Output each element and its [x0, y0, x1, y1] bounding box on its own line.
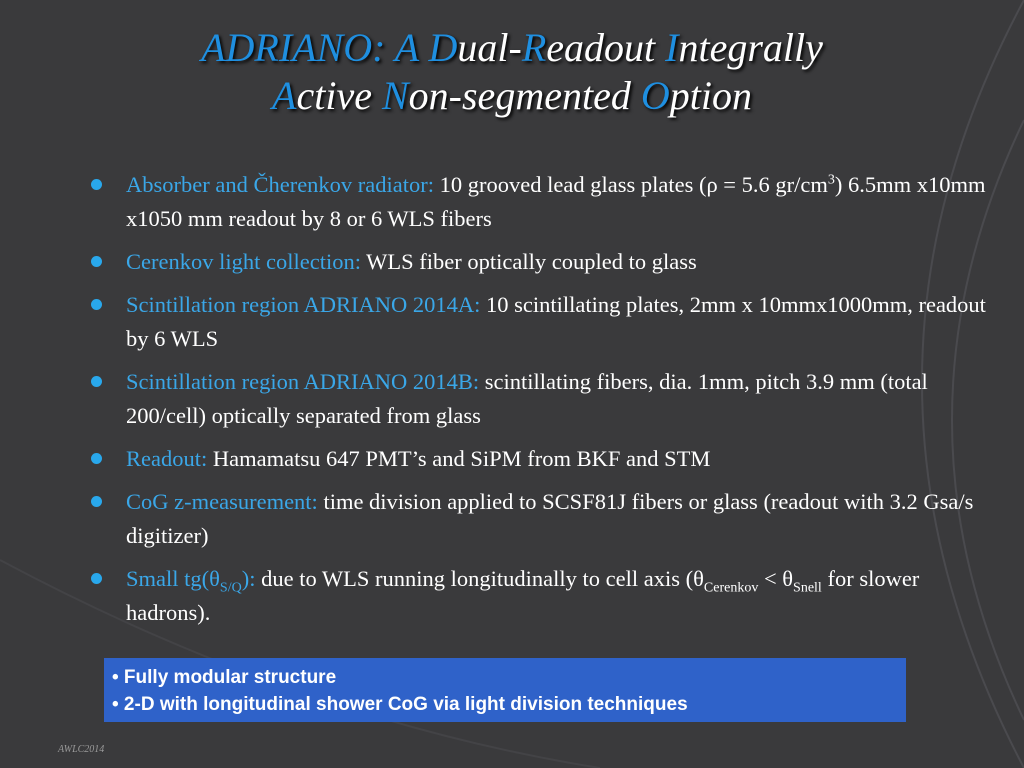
- title-segment: on-segmented: [408, 73, 641, 118]
- bullet-dot-icon: [91, 453, 102, 464]
- bullet-readout: Readout: Hamamatsu 647 PMT’s and SiPM from BKF and STM: [88, 442, 988, 476]
- footer-label: AWLC2014: [58, 744, 105, 755]
- title-line-2: [40, 72, 984, 120]
- bullet-cerenkov-collection: Cerenkov light collection: WLS fiber optically coupled to glass: [88, 245, 988, 279]
- title-segment: I: [665, 25, 679, 70]
- title-segment: ADRIANO: A: [201, 25, 429, 70]
- summary-line-2: • 2-D with longitudinal shower CoG via light division techniques: [112, 694, 688, 715]
- bullet-dot-icon: [91, 256, 102, 267]
- title-segment: eadout: [546, 25, 666, 70]
- bullet-dot-icon: [91, 179, 102, 190]
- slide-title: [40, 24, 984, 120]
- bullet-dot-icon: [91, 376, 102, 387]
- summary-box: [104, 658, 906, 722]
- title-segment: A: [272, 73, 297, 118]
- bullet-cog: CoG z-measurement: time division applied to SCSF81J fibers or glass (readout with 3.2 Gsa/s digitizer): [88, 485, 988, 553]
- title-segment: ctive: [296, 73, 382, 118]
- title-segment: ntegrally: [678, 25, 823, 70]
- bullet-scint-2014b: Scintillation region ADRIANO 2014B: scintillating fibers, dia. 1mm, pitch 3.9 mm (total 200/cell) optically separated from glass: [88, 365, 988, 433]
- title-segment: D: [428, 25, 458, 70]
- bullet-dot-icon: [91, 573, 102, 584]
- title-segment: R: [521, 25, 547, 70]
- bullet-dot-icon: [91, 299, 102, 310]
- bullet-list: [88, 168, 988, 639]
- bullet-scint-2014a: Scintillation region ADRIANO 2014A: 10 scintillating plates, 2mm x 10mmx1000mm, readout by 6 WLS: [88, 288, 988, 356]
- title-segment: ption: [669, 73, 752, 118]
- title-segment: N: [381, 73, 409, 118]
- summary-line-1: • Fully modular structure: [112, 667, 337, 688]
- title-line-1: [40, 24, 984, 72]
- bullet-small-tg: Small $tg(\theta_{S/Q})$: due to WLS running longitudinally to cell axis ($\theta_{Cerenkov} < \theta_{Snell}$ for slower hadrons).: [88, 562, 988, 630]
- bullet-dot-icon: [91, 496, 102, 507]
- bullet-absorber: Absorber and Čherenkov radiator: 10 grooved lead glass plates (ρ = 5.6 $gr/cm^3$) 6.5mm x10mm x1050 mm readout by 8 or 6 WLS fibers: [88, 168, 988, 236]
- title-segment: ual-: [457, 25, 522, 70]
- title-segment: O: [640, 73, 670, 118]
